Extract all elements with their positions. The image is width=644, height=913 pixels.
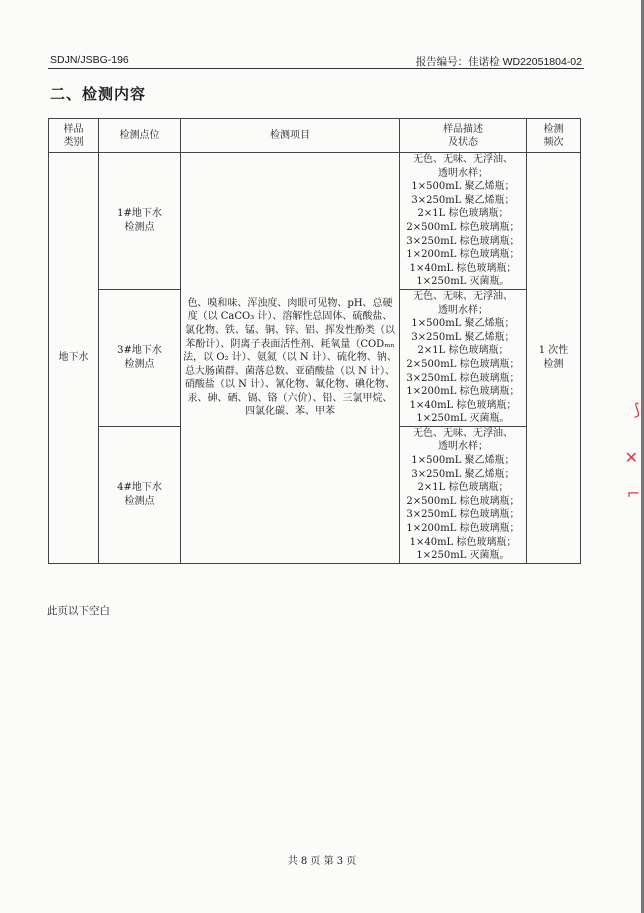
table-header-row [49,119,581,153]
seal-fragment-icon: ✕ [624,448,638,467]
header-rule [48,68,584,69]
sample-category-cell: 地下水 [49,153,99,564]
test-point-cell: 4#地下水 检测点 [99,426,181,563]
sample-description-cell: 无色、无味、无浮油、 透明水样； 1×500mL 聚乙烯瓶； 3×250mL 聚乙烯瓶； 2×1L 棕色玻璃瓶； 2×500mL 棕色玻璃瓶； 3×250mL 棕色玻璃瓶； 1×200mL 棕色玻璃瓶； 1×40mL 棕色玻璃瓶； 1×250mL 灭菌瓶。 [400,426,527,563]
page-footer: 共 8 页 第 3 页 [287,856,357,867]
col-header-sample-category: 样品 类别 [49,119,99,153]
report-number: 报告编号：佳诺检 WD22051804-02 [415,56,582,68]
col-header-sample-description: 样品描述 及状态 [400,119,527,153]
col-header-test-items: 检测项目 [181,119,400,153]
document-code: SDJN/JSBG-196 [50,54,129,66]
blank-below-note: 此页以下空白 [47,605,110,617]
frequency-cell: 1 次性 检测 [527,153,581,564]
test-point-cell: 1#地下水 检测点 [99,153,181,290]
col-header-test-point: 检测点位 [99,119,181,153]
sample-description-cell: 无色、无味、无浮油、 透明水样； 1×500mL 聚乙烯瓶； 3×250mL 聚乙烯瓶； 2×1L 棕色玻璃瓶； 2×500mL 棕色玻璃瓶； 3×250mL 棕色玻璃瓶； 1×200mL 棕色玻璃瓶； 1×40mL 棕色玻璃瓶； 1×250mL 灭菌瓶。 [400,289,527,426]
inspection-table [48,118,581,564]
sample-description-cell: 无色、无味、无浮油、 透明水样； 1×500mL 聚乙烯瓶； 3×250mL 聚乙烯瓶； 2×1L 棕色玻璃瓶； 2×500mL 棕色玻璃瓶； 3×250mL 棕色玻璃瓶； 1×200mL 棕色玻璃瓶； 1×40mL 棕色玻璃瓶； 1×250mL 灭菌瓶。 [400,153,527,290]
test-items-cell: 色、嗅和味、浑浊度、肉眼可见物、pH、总硬度（以 CaCO₃ 计）、溶解性总固体、硫酸盐、氯化物、铁、锰、铜、锌、铝、挥发性酚类（以苯酚计）、阴离子表面活性剂、耗氧量（CODₘₙ 法，以 O₂ 计）、氨氮（以 N 计）、硫化物、钠、总大肠菌群、菌落总数、亚硝酸盐（以 N 计）、硝酸盐（以 N 计）、氰化物、氟化物、碘化物、汞、砷、硒、镉、铬（六价）、铅、三氯甲烷、四氯化碳、苯、甲苯 [181,153,400,564]
seal-fragment-icon: ⟆ [633,400,640,419]
col-header-frequency: 检测 频次 [527,119,581,153]
seal-fragment-icon: ⌐ [626,484,640,503]
test-point-cell: 3#地下水 检测点 [99,289,181,426]
section-title: 二、检测内容 [50,85,147,103]
table-row [49,153,581,290]
